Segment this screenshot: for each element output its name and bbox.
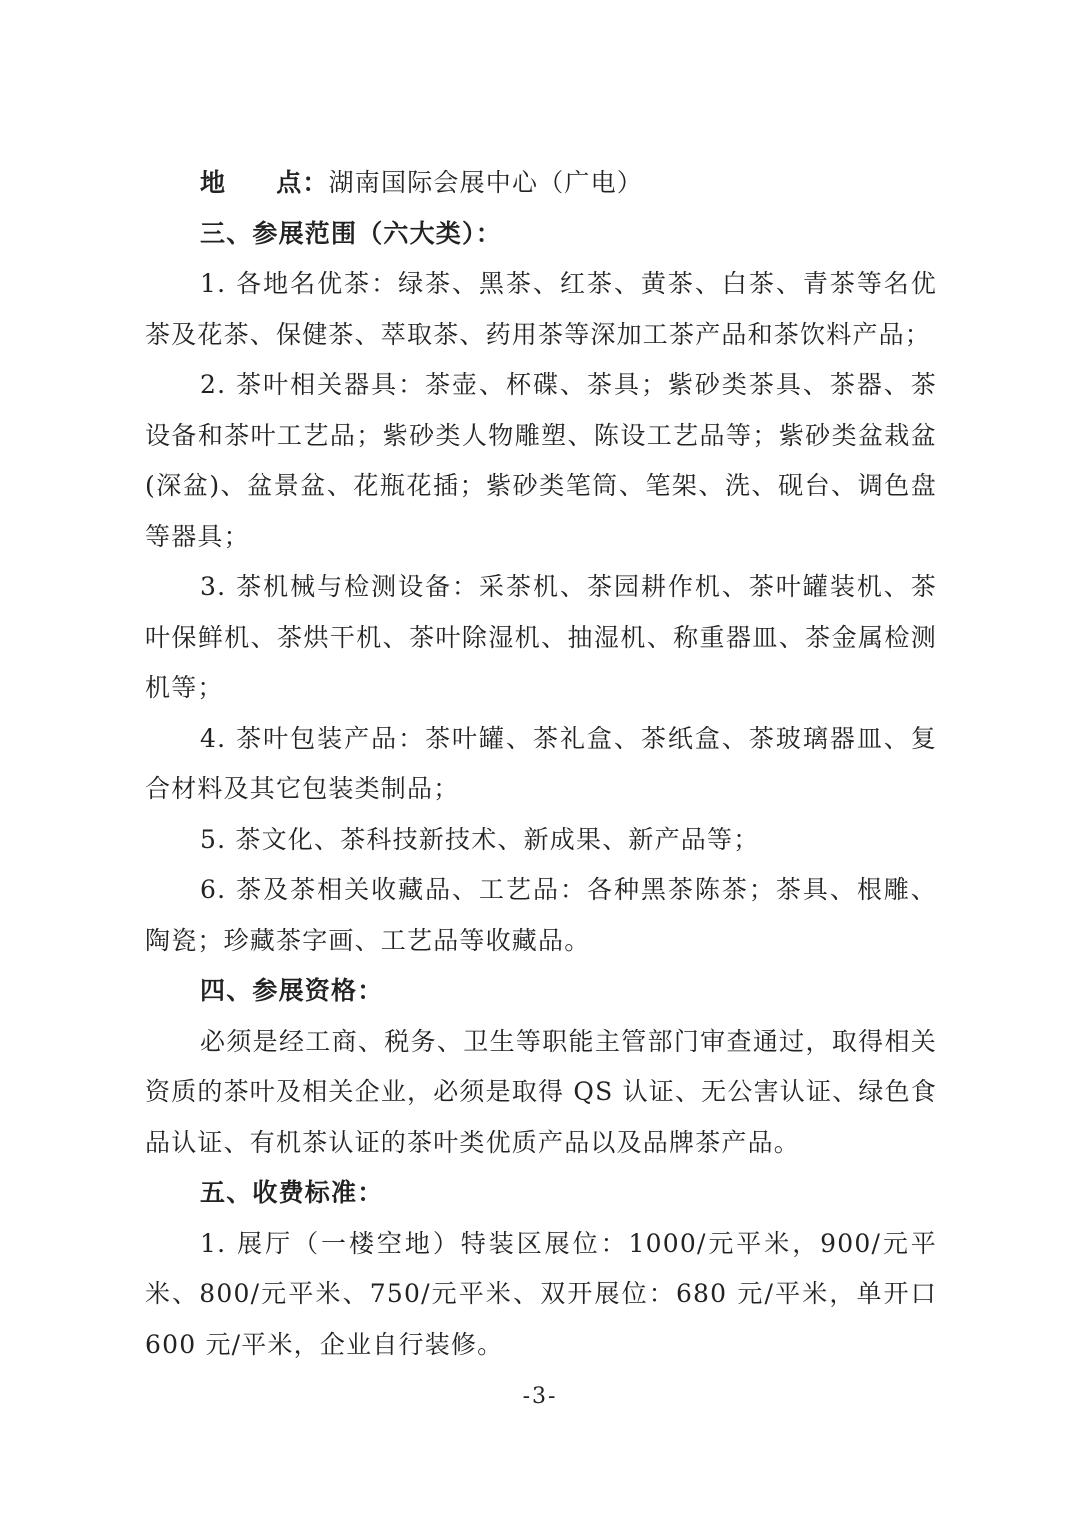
section-4-heading: 四、参展资格：: [200, 976, 384, 1005]
page-number: -3-: [522, 1384, 558, 1409]
section-3-item-3: 3. 茶机械与检测设备：采茶机、茶园耕作机、茶叶罐装机、茶叶保鲜机、茶烘干机、茶叶除湿机、抽湿机、称重器皿、茶金属检测机等；: [145, 572, 937, 702]
location-label-part2: 点：: [276, 168, 329, 197]
location-label-part1: 地: [200, 168, 227, 197]
section-3-heading: 三、参展范围（六大类）：: [200, 218, 502, 248]
section-3-item-5: 5. 茶文化、茶科技新技术、新成果、新产品等；: [200, 824, 760, 854]
section-3-item-1: 1. 各地名优茶：绿茶、黑茶、红茶、黄茶、白茶、青茶等名优茶及花茶、保健茶、萃取茶、药用茶等深加工茶产品和茶饮料产品；: [145, 269, 937, 349]
document-body: [145, 158, 937, 1370]
location-value: 湖南国际会展中心（广电）: [328, 168, 644, 197]
location-line: [145, 158, 937, 209]
section-4-body: 必须是经工商、税务、卫生等职能主管部门审查通过，取得相关资质的茶叶及相关企业，必须是取得 QS 认证、无公害认证、绿色食品认证、有机茶认证的茶叶类优质产品以及品牌茶产品。: [145, 1026, 937, 1157]
section-5-item-1: 1. 展厅（一楼空地）特装区展位：1000/元平米，900/元平米、800/元平米、750/元平米、双开展位：680 元/平米，单开口 600 元/平米，企业自行装修。: [145, 1228, 937, 1359]
section-3-item-2: 2. 茶叶相关器具：茶壶、杯碟、茶具；紫砂类茶具、茶器、茶设备和茶叶工艺品；紫砂类人物雕塑、陈设工艺品等；紫砂类盆栽盆(深盆)、盆景盆、花瓶花插；紫砂类笔筒、笔架、洗、砚台、调色盘等器具；: [145, 370, 937, 551]
section-3-item-4: 4. 茶叶包装产品：茶叶罐、茶礼盒、茶纸盒、茶玻璃器皿、复合材料及其它包装类制品；: [145, 723, 937, 803]
section-3-item-6: 6. 茶及茶相关收藏品、工艺品：各种黑茶陈茶；茶具、根雕、陶瓷；珍藏茶字画、工艺品等收藏品。: [145, 875, 937, 955]
location-label: [200, 168, 329, 197]
section-5-heading: 五、收费标准：: [200, 1178, 384, 1207]
